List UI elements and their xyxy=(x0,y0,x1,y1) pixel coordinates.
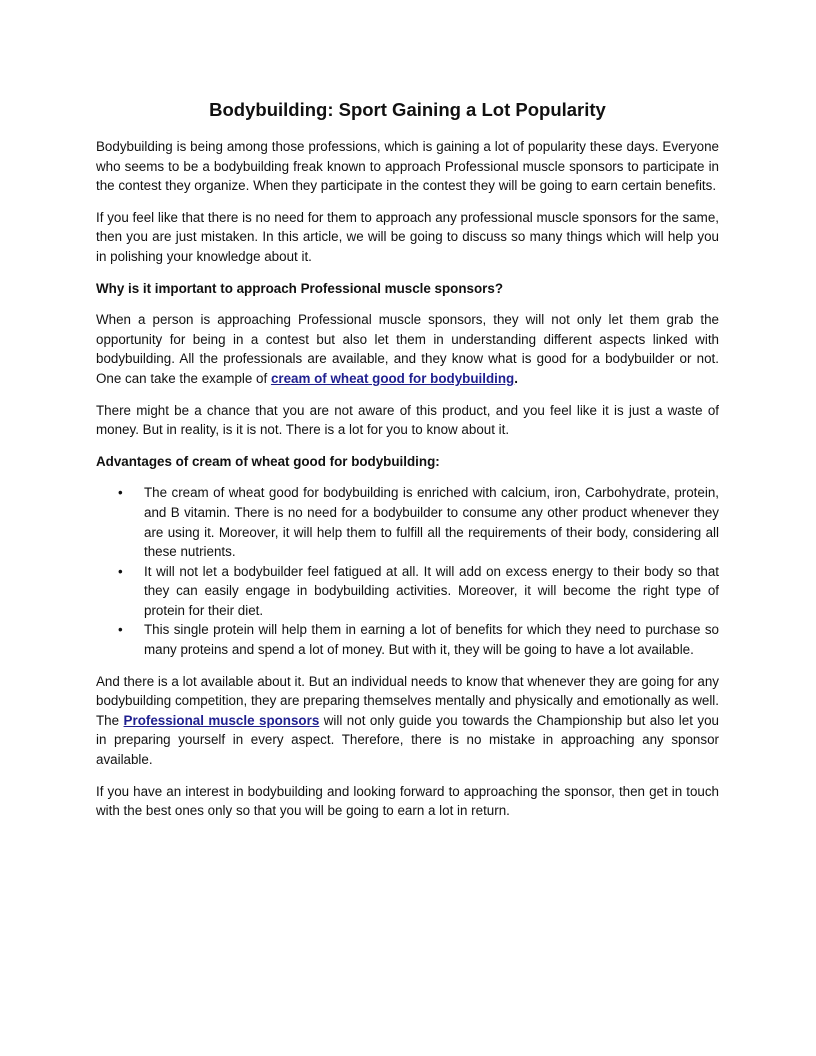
list-item-text: The cream of wheat good for bodybuilding is enriched with calcium, iron, Carbohydrate, protein, and B vitamin. There is no need for a bodybuilder to consume any other product whenever they are using it. Moreover, it will help them to fulfill all the requirements of their body, considering all these nutrients. xyxy=(144,485,719,560)
section-heading-why: Why is it important to approach Professional muscle sponsors? xyxy=(96,280,503,296)
paragraph-4: There might be a chance that you are not aware of this product, and you feel like it is just a waste of money. But in reality, is it is not. There is a lot for you to know about it. xyxy=(96,402,719,438)
bullet-icon: • xyxy=(118,563,123,579)
bullet-icon: • xyxy=(118,485,123,501)
list-item xyxy=(96,620,719,659)
list-item xyxy=(96,562,719,621)
document-title: Bodybuilding: Sport Gaining a Lot Popularity xyxy=(209,99,606,120)
document-page xyxy=(96,98,719,833)
paragraph-intro: Bodybuilding is being among those professions, which is gaining a lot of popularity these days. Everyone who seems to be a bodybuilding freak known to approach Professional muscle sponsors to participate in the contest they organize. When they participate in the contest they will be going to earn certain benefits. xyxy=(96,139,719,194)
paragraph-3-text: When a person is approaching Professional muscle sponsors, they will not only let them grab the opportunity for being in a contest but also let them in understanding different aspects linked with bodybuilding. All the professionals are available, and they know what is good for a bodybuilder or not. One can take the example of xyxy=(96,312,719,386)
cream-of-wheat-link[interactable]: cream of wheat good for bodybuilding xyxy=(270,370,515,386)
paragraph-5 xyxy=(96,672,719,770)
paragraph-5-text-end: will not only guide you towards the Championship but also let you in preparing yourself in every aspect. Therefore, there is no mistake in approaching any sponsor available. xyxy=(96,712,720,768)
advantages-list xyxy=(96,483,719,659)
paragraph-5-text: And there is a lot available about it. But an individual needs to know that whenever they are going for any bodybuilding competition, they are preparing themselves mentally and physically and emotionally as well. The xyxy=(96,673,719,728)
list-item-text: This single protein will help them in earning a lot of benefits for which they need to purchase so many proteins and spend a lot of money. But with it, they will be going to have a lot available. xyxy=(144,622,719,658)
list-item xyxy=(96,483,719,561)
paragraph-3 xyxy=(96,310,719,388)
professional-muscle-sponsors-link[interactable]: Professional muscle sponsors xyxy=(123,712,320,728)
paragraph-6: If you have an interest in bodybuilding and looking forward to approaching the sponsor, then get in touch with the best ones only so that you will be going to earn a lot in return. xyxy=(96,783,719,819)
bullet-icon: • xyxy=(118,622,123,638)
paragraph-3-end: . xyxy=(514,370,518,386)
list-item-text: It will not let a bodybuilder feel fatigued at all. It will add on excess energy to their body so that they can easily engage in bodybuilding activities. Moreover, it will become the right type of protein for their diet. xyxy=(144,563,719,618)
section-heading-advantages: Advantages of cream of wheat good for bodybuilding: xyxy=(96,453,440,469)
paragraph-2: If you feel like that there is no need for them to approach any professional muscle sponsors for the same, then you are just mistaken. In this article, we will be going to discuss so many things which will help you in polishing your knowledge about it. xyxy=(96,209,719,264)
